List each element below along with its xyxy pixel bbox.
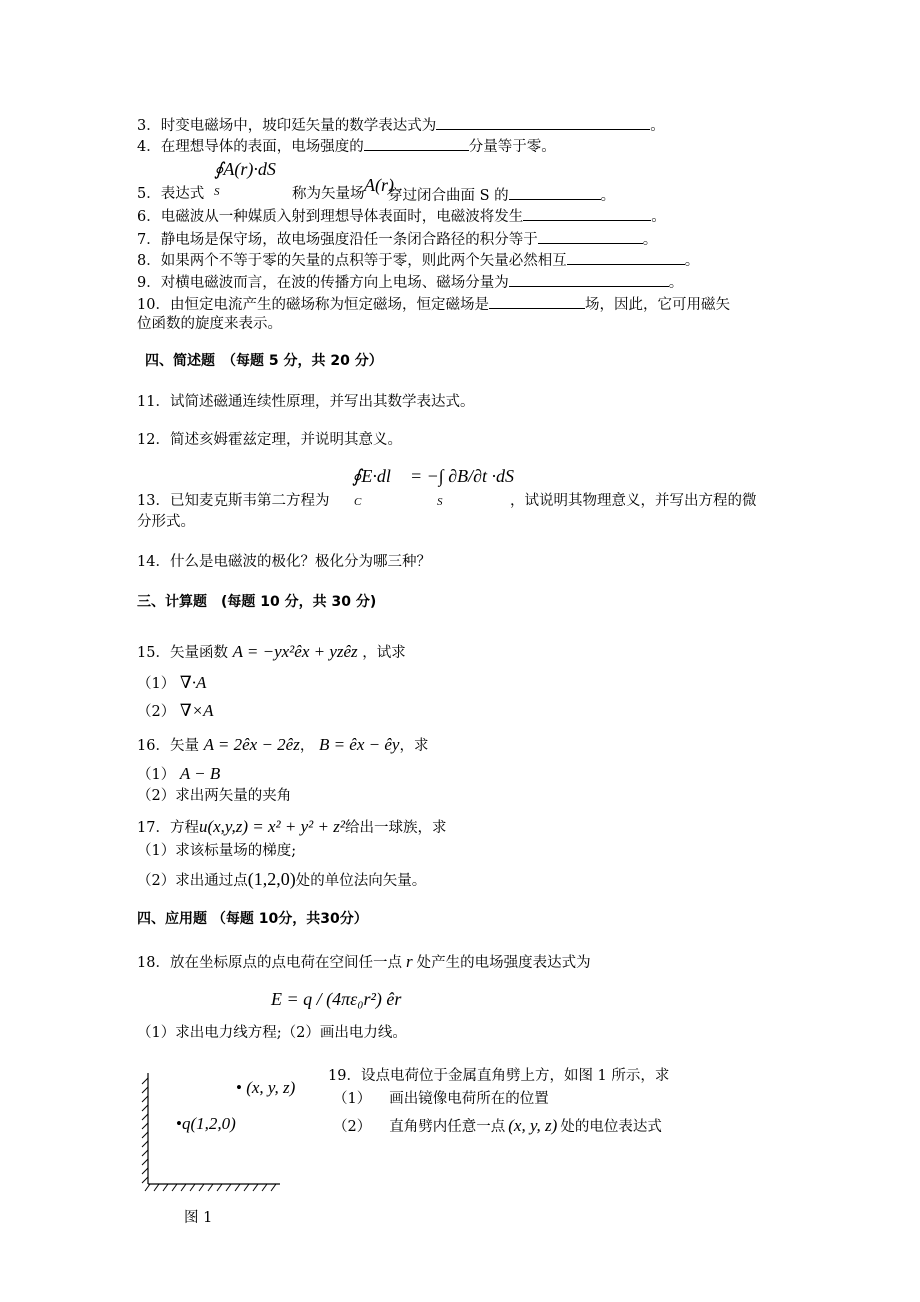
q8-line	[137, 250, 699, 270]
q16-line	[137, 736, 428, 755]
hatch-mark	[142, 1114, 148, 1120]
calc-heading: 三、计算题 (每题 10 分，共 30 分)	[137, 594, 377, 610]
figure-point	[236, 1079, 295, 1097]
q16-sep: ，	[299, 738, 315, 754]
q17-line	[137, 818, 446, 837]
hatch-mark	[142, 1105, 148, 1111]
hatch-mark	[190, 1184, 195, 1191]
q5-post: 穿过闭合曲面 S 的	[388, 188, 509, 204]
q4-text: 4．在理想导体的表面，电场强度的	[137, 139, 364, 155]
q17-1: （1）求该标量场的梯度;	[137, 843, 297, 859]
q15-2-formula: ∇×A	[179, 701, 214, 720]
apply-heading: 四、应用题 （每题 10分，共30分）	[137, 911, 368, 927]
hatch-mark	[142, 1078, 148, 1084]
hatch-mark	[142, 1141, 148, 1147]
q4-line	[137, 136, 556, 156]
q13-text: 13．已知麦克斯韦第二方程为	[137, 493, 330, 509]
q19-2-post: 处的电位表达式	[560, 1119, 662, 1135]
q3-text: 3．时变电磁场中，坡印廷矢量的数学表达式为	[137, 118, 437, 134]
figure-charge	[176, 1115, 236, 1133]
q13-formula-lhs: ∮E·dl	[352, 466, 391, 486]
q19-1-text: 画出镜像电荷所在的位置	[389, 1091, 549, 1107]
q19-2	[333, 1117, 662, 1136]
q4-blank[interactable]	[364, 136, 469, 151]
q18-line	[137, 953, 591, 972]
q5-line	[137, 185, 204, 203]
hatch-mark	[271, 1184, 276, 1191]
q13-line2: 分形式。	[137, 514, 195, 530]
q19-2-point: (x, y, z)	[508, 1116, 558, 1135]
q5-end: 。	[600, 188, 616, 204]
figure-charge-label: q(1,2,0)	[181, 1114, 236, 1133]
figure-caption: 图 1	[184, 1210, 213, 1226]
q19-2-label: （2）	[333, 1119, 372, 1135]
q9-line	[137, 272, 683, 292]
hatch-mark	[142, 1150, 148, 1156]
q16-1-label: （1）	[137, 767, 176, 783]
q15-formula: A = −yx²êx + yzêz	[232, 642, 358, 661]
hatch-mark	[145, 1184, 150, 1191]
q15-2	[137, 702, 214, 721]
q16-1	[137, 765, 220, 784]
q15-1	[137, 674, 206, 693]
q11: 11．试简述磁通连续性原理，并写出其数学表达式。	[137, 394, 475, 410]
q19-2-text: 直角劈内任意一点	[389, 1119, 506, 1135]
hatch-mark	[142, 1177, 148, 1183]
q17-2	[137, 870, 426, 890]
q19-1-label: （1）	[333, 1091, 372, 1107]
q3-end: 。	[650, 118, 665, 134]
q17-2-text: （2）求出通过点	[137, 873, 248, 889]
q10-blank[interactable]	[489, 294, 585, 309]
q17-post: 给出一球族，求	[344, 820, 447, 836]
hatch-mark	[181, 1184, 186, 1191]
hatch-mark	[253, 1184, 258, 1191]
short-heading: 四、简述题 （每题 5 分，共 20 分）	[145, 353, 383, 369]
q17-text: 17．方程	[137, 820, 199, 836]
q10-post: 场，因此，它可用磁矢	[584, 297, 730, 313]
q15-1-formula: ∇·A	[179, 673, 207, 692]
q6-blank[interactable]	[523, 206, 651, 221]
q13-formula-rhs: = −∫ ∂B/∂t ·dS	[410, 466, 515, 486]
hatch-mark	[142, 1096, 148, 1102]
q6-text: 6．电磁波从一种媒质入射到理想导体表面时，电磁波将发生	[137, 209, 524, 225]
q16-2: （2）求出两矢量的夹角	[137, 788, 292, 804]
hatch-mark	[154, 1184, 159, 1191]
q5-blank[interactable]	[509, 185, 601, 200]
q5-mid: 称为矢量场	[292, 186, 365, 202]
q12: 12．简述亥姆霍兹定理，并说明其意义。	[137, 432, 402, 448]
q14: 14．什么是电磁波的极化？极化分为哪三种？	[137, 554, 431, 570]
q19-1	[333, 1090, 549, 1108]
q6-line	[137, 206, 666, 226]
hatch-mark	[142, 1123, 148, 1129]
q8-blank[interactable]	[567, 250, 685, 265]
q8-end: 。	[684, 253, 700, 269]
q13-post: ，试说明其物理意义，并写出方程的微	[510, 493, 757, 509]
q5-formula: ∮A(r)·dS	[214, 159, 276, 179]
q13-sub-c: C	[354, 496, 362, 508]
q13-sub-s: S	[437, 496, 443, 508]
q7-line	[137, 229, 657, 249]
figure-point-dot: •	[236, 1078, 242, 1097]
q4-end: 分量等于零。	[468, 139, 556, 155]
q17-formula: u(x,y,z) = x² + y² + z²	[198, 817, 345, 836]
hatch-mark	[235, 1184, 240, 1191]
q9-text: 9．对横电磁波而言，在波的传播方向上电场、磁场分量为	[137, 275, 509, 291]
q18-post: 处产生的电场强度表达式为	[416, 955, 591, 971]
q10-text: 10．由恒定电流产生的磁场称为恒定磁场，恒定磁场是	[137, 297, 489, 313]
q7-end: 。	[642, 232, 658, 248]
q18-r: r	[405, 952, 413, 971]
q13-line	[137, 492, 329, 510]
q5-sub-s: S	[214, 186, 220, 198]
hatch-mark	[142, 1159, 148, 1165]
q16-text: 16．矢量	[137, 738, 199, 754]
hatch-mark	[142, 1087, 148, 1093]
q17-2-post: 处的单位法向矢量。	[295, 873, 427, 889]
q3-blank[interactable]	[436, 115, 650, 130]
q6-end: 。	[651, 209, 666, 225]
q19: 19．设点电荷位于金属直角劈上方，如图 1 所示，求	[328, 1068, 670, 1084]
q7-text: 7．静电场是保守场，故电场强度沿任一条闭合路径的积分等于	[137, 232, 538, 248]
hatch-mark	[142, 1168, 148, 1174]
hatch-mark	[172, 1184, 177, 1191]
q9-end: 。	[668, 275, 684, 291]
q18-sub: （1）求出电力线方程;（2）画出电力线。	[137, 1025, 407, 1041]
q7-blank[interactable]	[538, 229, 643, 244]
q10-line2: 位函数的旋度来表示。	[137, 316, 282, 332]
q16-post: ，求	[399, 738, 429, 754]
q15-2-label: （2）	[137, 704, 176, 720]
q16-formula-b: B = êx − êy	[318, 735, 400, 754]
hatch-mark	[244, 1184, 249, 1191]
hatch-mark	[163, 1184, 168, 1191]
q10-line	[137, 294, 730, 314]
figure-charge-dot: •	[176, 1114, 182, 1133]
q18-text: 18．放在坐标原点的点电荷在空间任一点	[137, 955, 402, 971]
q5-post-line	[388, 185, 615, 205]
q5-field: A(r)	[364, 175, 394, 195]
hatch-mark	[208, 1184, 213, 1191]
q15-post: ，试求	[362, 645, 406, 661]
q3-line	[137, 115, 665, 135]
q15-text: 15．矢量函数	[137, 645, 228, 661]
hatch-mark	[262, 1184, 267, 1191]
hatch-mark	[142, 1132, 148, 1138]
q17-2-point: (1,2,0)	[247, 869, 296, 889]
q15-1-label: （1）	[137, 676, 176, 692]
q16-1-formula: A − B	[179, 764, 221, 783]
q5-text: 5．表达式	[137, 186, 205, 202]
q8-text: 8．如果两个不等于零的矢量的点积等于零，则此两个矢量必然相互	[137, 253, 567, 269]
q18-formula: E = q / (4πε₀r²) êr	[271, 989, 402, 1009]
hatch-mark	[217, 1184, 222, 1191]
q16-formula-a: A = 2êx − 2êz	[203, 735, 300, 754]
hatch-mark	[226, 1184, 231, 1191]
q15-line	[137, 643, 406, 662]
hatch-mark	[199, 1184, 204, 1191]
figure-point-label: (x, y, z)	[246, 1078, 296, 1097]
q9-blank[interactable]	[509, 272, 669, 287]
